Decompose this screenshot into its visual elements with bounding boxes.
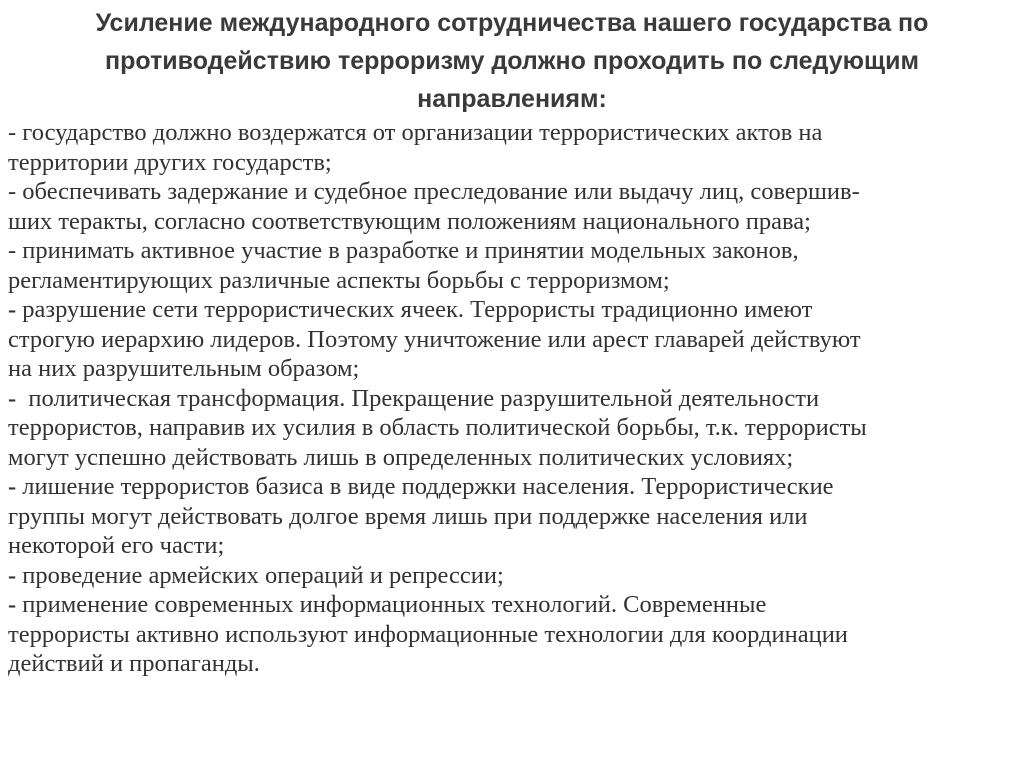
bullet-dash: - — [8, 119, 17, 146]
list-item — [8, 590, 1018, 679]
item-line: на них разрушительным образом; — [8, 355, 360, 382]
item-line: террористов, направив их усилия в область политической борьбы, т.к. террористы — [8, 414, 867, 441]
bullet-dash: - — [8, 296, 17, 323]
item-line — [8, 561, 1018, 591]
item-line — [8, 177, 1018, 207]
bullet-dash: - — [8, 591, 17, 618]
item-line: строгую иерархию лидеров. Поэтому уничтожение или арест главарей действуют — [8, 325, 861, 353]
title-line: направлениям: — [417, 85, 607, 113]
bullet-dash: - — [8, 178, 17, 205]
bullet-dash: - — [8, 473, 17, 500]
item-text: проведение армейских операций и репрессии; — [16, 561, 504, 589]
bullet-dash: - — [8, 561, 17, 589]
title-line: Усиление международного сотрудничества нашего государства по — [95, 9, 929, 37]
item-line: могут успешно действовать лишь в определенных политических условиях; — [8, 443, 794, 471]
item-line — [8, 384, 1018, 414]
item-line — [8, 118, 1018, 148]
item-line — [8, 472, 1018, 502]
list-item — [8, 295, 1018, 384]
bullet-dash: - — [8, 384, 17, 412]
item-line: группы могут действовать долгое время лишь при поддержке населения или — [8, 502, 808, 530]
directions-list — [8, 118, 1018, 679]
item-text: политическая трансформация. Прекращение разрушительной деятельности — [16, 384, 820, 412]
list-item — [8, 472, 1018, 561]
item-line: некоторой его части; — [8, 532, 225, 559]
item-line — [8, 236, 1018, 266]
item-line: террористы активно используют информационные технологии для координации — [8, 620, 848, 648]
list-item — [8, 177, 1018, 236]
title-line: противодействию терроризму должно проходить по следующим — [105, 47, 919, 75]
item-line: ших теракты, согласно соответствующим положениям национального права; — [8, 207, 811, 235]
item-text: применение современных информационных технологий. Современные — [16, 591, 767, 618]
item-text: лишение террористов базиса в виде поддержки населения. Террористические — [16, 473, 834, 500]
list-item — [8, 561, 1018, 591]
list-item — [8, 118, 1018, 177]
list-item — [8, 384, 1018, 473]
item-text: принимать активное участие в разработке и принятии модельных законов, — [16, 237, 799, 264]
item-line — [8, 295, 1018, 325]
item-line: регламентирующих различные аспекты борьбы с терроризмом; — [8, 266, 670, 294]
item-text: государство должно воздержатся от организации террористических актов на — [16, 119, 823, 146]
item-line: территории других государств; — [8, 148, 332, 176]
item-line: действий и пропаганды. — [8, 650, 260, 677]
item-line — [8, 590, 1018, 620]
item-text: разрушение сети террористических ячеек. Террористы традиционно имеют — [16, 296, 813, 323]
bullet-dash: - — [8, 237, 17, 264]
item-text: обеспечивать задержание и судебное преследование или выдачу лиц, совершив- — [16, 178, 860, 205]
slide-title — [24, 4, 1000, 118]
list-item — [8, 236, 1018, 295]
